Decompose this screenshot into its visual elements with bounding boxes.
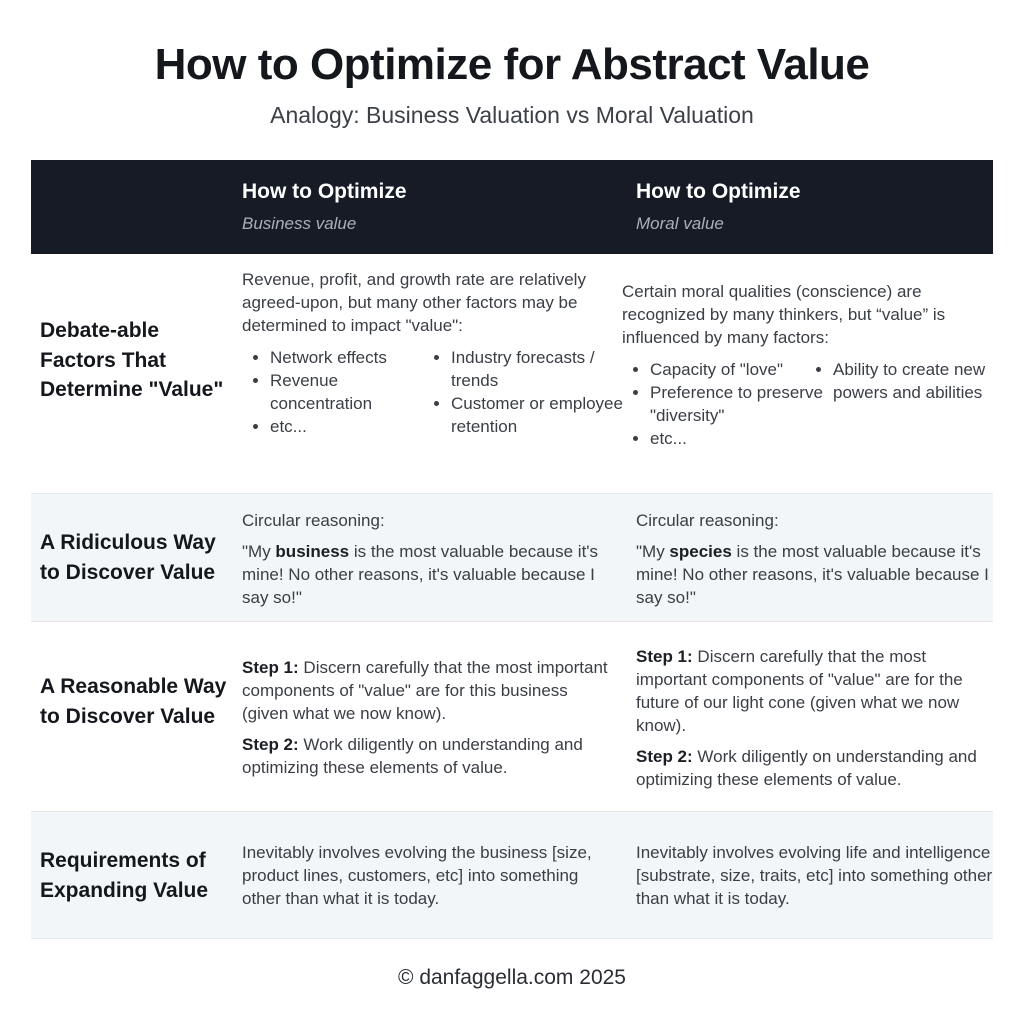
list-item: • Ability to create new powers and abilities (833, 358, 1021, 404)
page-subtitle: Analogy: Business Valuation vs Moral Valuation (270, 102, 754, 128)
row-factors-label: Debate-able Factors That Determine "Value" (40, 319, 224, 401)
header-business-title: How to Optimize (242, 180, 407, 203)
cell-factors-business (242, 268, 623, 438)
ridiculous-business-lead: Circular reasoning: (242, 511, 385, 530)
list-item: • Revenue concentration (270, 369, 430, 415)
ridiculous-business-quote: "My business is the most valuable because it's mine! No other reasons, it's valuable because I say so!" (242, 542, 599, 607)
row-ridiculous (31, 494, 993, 622)
cell-expanding-business (242, 841, 617, 910)
factors-moral-bullets (622, 358, 993, 450)
expanding-business-text: Inevitably involves evolving the business [size, product lines, customers, etc] into something other than what it is today. (242, 843, 592, 908)
header-business-subtitle: Business value (242, 214, 357, 233)
header-moral-subtitle: Moral value (636, 214, 724, 233)
row-reasonable-label: A Reasonable Way to Discover Value (40, 675, 227, 728)
reasonable-business-step1: Step 1: Discern carefully that the most important components of "value" are for this business (given what we now know). (242, 658, 608, 723)
factors-business-bullets (242, 346, 623, 438)
factors-moral-list-a (622, 358, 830, 450)
row-expanding-label: Requirements of Expanding Value (40, 849, 209, 902)
reasonable-moral-step2: Step 2: Work diligently on understanding and optimizing these elements of value. (636, 747, 977, 789)
factors-moral-list-b (805, 358, 1021, 404)
cell-expanding-moral (636, 841, 993, 910)
list-item: • Industry forecasts / trends (451, 346, 645, 392)
row-factors (31, 254, 993, 494)
emphasis-species: species (669, 542, 732, 561)
row-ridiculous-label: A Ridiculous Way to Discover Value (40, 531, 216, 584)
row-expanding (31, 812, 993, 939)
page-title: How to Optimize for Abstract Value (154, 40, 870, 89)
reasonable-business-step2: Step 2: Work diligently on understanding and optimizing these elements of value. (242, 735, 583, 777)
footer-copyright: © danfaggella.com 2025 (398, 966, 626, 989)
header-moral-title: How to Optimize (636, 180, 801, 203)
comparison-table (31, 160, 993, 939)
list-item: • etc... (270, 415, 430, 438)
factors-business-list-a (242, 346, 430, 438)
table-header (31, 160, 993, 254)
cell-reasonable-moral (636, 645, 993, 791)
list-item: • Network effects (270, 346, 430, 369)
list-item: • Capacity of "love" (650, 358, 830, 381)
reasonable-moral-step1: Step 1: Discern carefully that the most important components of "value" are for the future of our light cone (given what we now know). (636, 647, 963, 735)
ridiculous-moral-lead: Circular reasoning: (636, 511, 779, 530)
factors-business-intro: Revenue, profit, and growth rate are relatively agreed-upon, but many other factors may be determined to impact "value": (242, 270, 586, 335)
header-moral (636, 180, 801, 234)
cell-ridiculous-moral (636, 509, 993, 609)
cell-ridiculous-business (242, 509, 617, 609)
cell-factors-moral (622, 280, 993, 450)
list-item: • Preference to preserve "diversity" (650, 381, 830, 427)
emphasis-business: business (275, 542, 350, 561)
ridiculous-moral-quote: "My species is the most valuable because it's mine! No other reasons, it's valuable because I say so!" (636, 542, 989, 607)
list-item: • Customer or employee retention (451, 392, 645, 438)
row-reasonable (31, 622, 993, 812)
cell-reasonable-business (242, 656, 617, 779)
factors-business-list-b (423, 346, 645, 438)
expanding-moral-text: Inevitably involves evolving life and intelligence [substrate, size, traits, etc] into something other than what it is today. (636, 843, 993, 908)
factors-moral-intro: Certain moral qualities (conscience) are recognized by many thinkers, but “value” is influenced by many factors: (622, 282, 946, 347)
header-business (242, 180, 407, 234)
list-item: • etc... (650, 427, 830, 450)
